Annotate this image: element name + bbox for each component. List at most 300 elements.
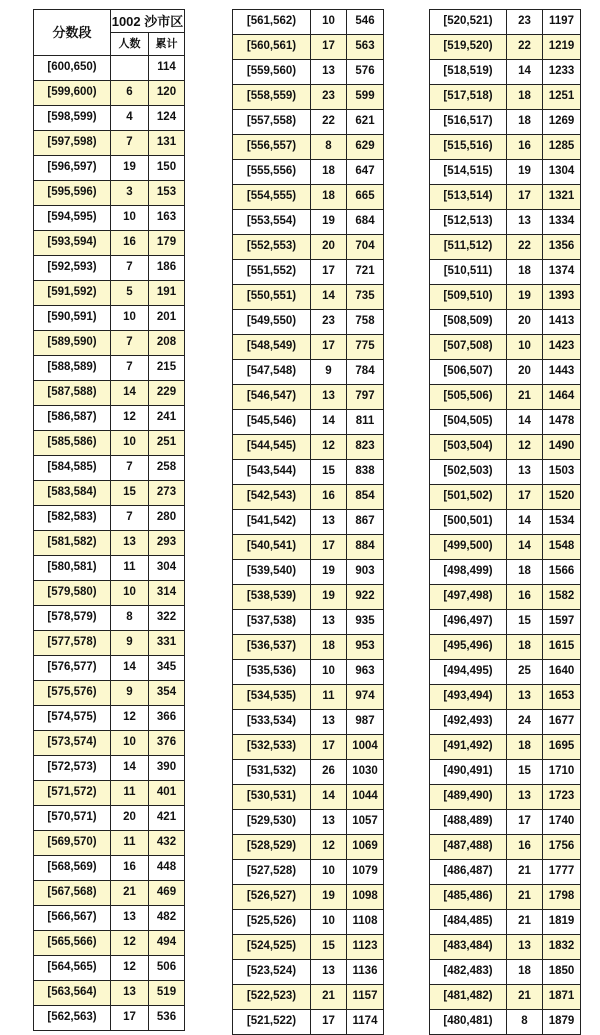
count-cell: 21 — [507, 985, 543, 1010]
cumulative-cell: 599 — [347, 85, 384, 110]
cumulative-cell: 758 — [347, 310, 384, 335]
table-row — [233, 360, 384, 385]
score-range-cell: [517,518) — [430, 85, 507, 110]
table-row — [430, 260, 581, 285]
score-range-cell: [483,484) — [430, 935, 507, 960]
score-range-cell: [535,536) — [233, 660, 311, 685]
score-range-cell: [524,525) — [233, 935, 311, 960]
cumulative-cell: 1321 — [543, 185, 581, 210]
table-row — [34, 181, 185, 206]
table-row — [430, 185, 581, 210]
score-range-cell: [597,598) — [34, 131, 111, 156]
score-range-cell: [491,492) — [430, 735, 507, 760]
score-range-cell: [490,491) — [430, 760, 507, 785]
score-range-cell: [588,589) — [34, 356, 111, 381]
cumulative-cell: 179 — [149, 231, 185, 256]
table-row — [34, 506, 185, 531]
table-row — [430, 110, 581, 135]
table-row — [233, 510, 384, 535]
score-range-cell: [562,563) — [34, 1006, 111, 1031]
count-cell: 10 — [311, 660, 347, 685]
count-cell: 23 — [311, 310, 347, 335]
score-range-cell: [596,597) — [34, 156, 111, 181]
table-row — [430, 860, 581, 885]
score-range-cell: [577,578) — [34, 631, 111, 656]
count-cell: 17 — [311, 35, 347, 60]
score-range-cell: [566,567) — [34, 906, 111, 931]
count-cell: 13 — [311, 510, 347, 535]
table-row — [430, 335, 581, 360]
count-header: 人数 — [111, 33, 149, 56]
table-row — [430, 85, 581, 110]
cumulative-cell: 1304 — [543, 160, 581, 185]
count-cell: 11 — [111, 556, 149, 581]
score-range-cell: [554,555) — [233, 185, 311, 210]
score-range-cell: [511,512) — [430, 235, 507, 260]
cumulative-cell: 482 — [149, 906, 185, 931]
cumulative-cell: 1653 — [543, 685, 581, 710]
cumulative-cell: 1566 — [543, 560, 581, 585]
cumulative-cell: 1413 — [543, 310, 581, 335]
cumulative-cell: 536 — [149, 1006, 185, 1031]
cumulative-cell: 1334 — [543, 210, 581, 235]
score-range-cell: [591,592) — [34, 281, 111, 306]
cumulative-cell: 251 — [149, 431, 185, 456]
score-range-cell: [590,591) — [34, 306, 111, 331]
count-cell: 10 — [111, 731, 149, 756]
table-row — [233, 535, 384, 560]
cumulative-cell: 114 — [149, 56, 185, 81]
table-row — [430, 410, 581, 435]
score-range-cell: [567,568) — [34, 881, 111, 906]
cumulative-cell: 1374 — [543, 260, 581, 285]
table-row — [233, 410, 384, 435]
score-range-cell: [563,564) — [34, 981, 111, 1006]
table-row — [233, 710, 384, 735]
table-row — [233, 335, 384, 360]
score-range-cell: [572,573) — [34, 756, 111, 781]
table-row — [430, 385, 581, 410]
cumulative-cell: 811 — [347, 410, 384, 435]
table-row — [430, 910, 581, 935]
cumulative-cell: 922 — [347, 585, 384, 610]
count-cell: 12 — [111, 406, 149, 431]
count-cell: 12 — [111, 706, 149, 731]
count-cell: 18 — [507, 110, 543, 135]
count-cell: 25 — [507, 660, 543, 685]
table-row — [233, 760, 384, 785]
score-range-cell: [545,546) — [233, 410, 311, 435]
cumulative-cell: 784 — [347, 360, 384, 385]
cumulative-cell: 665 — [347, 185, 384, 210]
score-range-cell: [521,522) — [233, 1010, 311, 1035]
table-row — [233, 635, 384, 660]
count-cell: 13 — [111, 981, 149, 1006]
cumulative-cell: 1879 — [543, 1010, 581, 1035]
count-cell: 13 — [311, 710, 347, 735]
table-row — [430, 635, 581, 660]
table-row — [430, 560, 581, 585]
table-row — [430, 310, 581, 335]
count-cell: 21 — [507, 385, 543, 410]
score-range-cell: [589,590) — [34, 331, 111, 356]
count-cell: 22 — [507, 35, 543, 60]
count-cell: 17 — [507, 185, 543, 210]
table-row — [233, 985, 384, 1010]
score-range-cell: [546,547) — [233, 385, 311, 410]
count-cell: 18 — [507, 960, 543, 985]
score-range-cell: [574,575) — [34, 706, 111, 731]
count-cell: 17 — [311, 260, 347, 285]
score-range-cell: [484,485) — [430, 910, 507, 935]
table-row — [34, 631, 185, 656]
table-row — [34, 781, 185, 806]
cumulative-cell: 293 — [149, 531, 185, 556]
cumulative-cell: 1582 — [543, 585, 581, 610]
cumulative-cell: 331 — [149, 631, 185, 656]
cumulative-cell: 854 — [347, 485, 384, 510]
count-cell: 7 — [111, 456, 149, 481]
cumulative-cell: 1850 — [543, 960, 581, 985]
count-cell: 15 — [507, 610, 543, 635]
table-row — [233, 960, 384, 985]
score-range-cell: [538,539) — [233, 585, 311, 610]
count-cell: 7 — [111, 256, 149, 281]
count-cell: 13 — [311, 960, 347, 985]
score-range-cell: [573,574) — [34, 731, 111, 756]
count-cell: 19 — [311, 210, 347, 235]
score-range-cell: [579,580) — [34, 581, 111, 606]
cumulative-cell: 421 — [149, 806, 185, 831]
score-range-cell: [529,530) — [233, 810, 311, 835]
cumulative-cell: 366 — [149, 706, 185, 731]
table-row — [233, 735, 384, 760]
cumulative-cell: 1819 — [543, 910, 581, 935]
count-cell: 9 — [111, 631, 149, 656]
score-range-cell: [520,521) — [430, 10, 507, 35]
score-range-cell: [548,549) — [233, 335, 311, 360]
score-range-cell: [481,482) — [430, 985, 507, 1010]
cumulative-cell: 1197 — [543, 10, 581, 35]
table-row — [233, 60, 384, 85]
score-range-cell: [497,498) — [430, 585, 507, 610]
count-cell — [111, 56, 149, 81]
cumulative-cell: 258 — [149, 456, 185, 481]
table-row — [34, 881, 185, 906]
cumulative-cell: 131 — [149, 131, 185, 156]
table-row — [430, 210, 581, 235]
count-cell: 24 — [507, 710, 543, 735]
cumulative-cell: 1098 — [347, 885, 384, 910]
cumulative-cell: 273 — [149, 481, 185, 506]
count-cell: 13 — [507, 785, 543, 810]
table-row — [34, 981, 185, 1006]
score-range-cell: [592,593) — [34, 256, 111, 281]
cumulative-cell: 1069 — [347, 835, 384, 860]
cumulative-cell: 153 — [149, 181, 185, 206]
table-row — [34, 581, 185, 606]
table-row — [430, 935, 581, 960]
count-cell: 13 — [507, 935, 543, 960]
table-row — [233, 10, 384, 35]
score-range-cell: [507,508) — [430, 335, 507, 360]
table-row — [233, 110, 384, 135]
cumulative-cell: 208 — [149, 331, 185, 356]
table-row — [233, 35, 384, 60]
count-cell: 14 — [507, 535, 543, 560]
score-range-cell: [584,585) — [34, 456, 111, 481]
table-row — [233, 1010, 384, 1035]
cumulative-cell: 576 — [347, 60, 384, 85]
count-cell: 19 — [311, 885, 347, 910]
table-row — [233, 135, 384, 160]
cumulative-cell: 1520 — [543, 485, 581, 510]
cumulative-cell: 974 — [347, 685, 384, 710]
count-cell: 19 — [507, 285, 543, 310]
count-cell: 13 — [507, 210, 543, 235]
score-range-cell: [555,556) — [233, 160, 311, 185]
count-cell: 19 — [311, 560, 347, 585]
count-cell: 13 — [111, 531, 149, 556]
table-row — [34, 831, 185, 856]
table-row — [34, 806, 185, 831]
score-range-cell: [508,509) — [430, 310, 507, 335]
table-row — [430, 1010, 581, 1035]
count-cell: 10 — [311, 910, 347, 935]
table-row — [430, 760, 581, 785]
table-row — [233, 910, 384, 935]
cumulative-cell: 1108 — [347, 910, 384, 935]
cumulative-cell: 1285 — [543, 135, 581, 160]
cumulative-cell: 1832 — [543, 935, 581, 960]
score-range-cell: [559,560) — [233, 60, 311, 85]
score-range-cell: [531,532) — [233, 760, 311, 785]
table-row — [233, 235, 384, 260]
table-row — [233, 660, 384, 685]
score-range-cell: [582,583) — [34, 506, 111, 531]
table-row — [34, 931, 185, 956]
cumulative-cell: 546 — [347, 10, 384, 35]
count-cell: 18 — [311, 635, 347, 660]
table-row — [430, 785, 581, 810]
score-range-cell: [593,594) — [34, 231, 111, 256]
cumulative-cell: 345 — [149, 656, 185, 681]
cumulative-cell: 823 — [347, 435, 384, 460]
count-cell: 10 — [111, 206, 149, 231]
cumulative-cell: 229 — [149, 381, 185, 406]
count-cell: 13 — [507, 460, 543, 485]
cumulative-cell: 1157 — [347, 985, 384, 1010]
count-cell: 15 — [311, 935, 347, 960]
cumulative-cell: 1548 — [543, 535, 581, 560]
cumulative-cell: 797 — [347, 385, 384, 410]
table-row — [233, 785, 384, 810]
table-row — [34, 531, 185, 556]
table-row — [430, 535, 581, 560]
table-row — [34, 381, 185, 406]
score-range-cell: [547,548) — [233, 360, 311, 385]
table-row — [34, 756, 185, 781]
cumulative-cell: 1251 — [543, 85, 581, 110]
score-table-3 — [429, 9, 581, 1035]
count-cell: 11 — [111, 831, 149, 856]
score-range-cell: [495,496) — [430, 635, 507, 660]
score-range-cell: [550,551) — [233, 285, 311, 310]
count-cell: 11 — [111, 781, 149, 806]
score-range-cell: [514,515) — [430, 160, 507, 185]
score-range-cell: [532,533) — [233, 735, 311, 760]
cumulative-cell: 1695 — [543, 735, 581, 760]
cumulative-cell: 186 — [149, 256, 185, 281]
table-row — [233, 810, 384, 835]
count-cell: 15 — [507, 760, 543, 785]
cumulative-cell: 867 — [347, 510, 384, 535]
cumulative-cell: 1640 — [543, 660, 581, 685]
cumulative-cell: 563 — [347, 35, 384, 60]
cumulative-cell: 775 — [347, 335, 384, 360]
score-range-cell: [600,650) — [34, 56, 111, 81]
count-cell: 18 — [507, 560, 543, 585]
table-row — [430, 585, 581, 610]
count-cell: 13 — [311, 610, 347, 635]
cumulative-cell: 241 — [149, 406, 185, 431]
score-range-cell: [594,595) — [34, 206, 111, 231]
count-cell: 23 — [311, 85, 347, 110]
cumulative-cell: 191 — [149, 281, 185, 306]
score-range-cell: [509,510) — [430, 285, 507, 310]
cumulative-cell: 963 — [347, 660, 384, 685]
score-range-cell: [503,504) — [430, 435, 507, 460]
table-row — [34, 206, 185, 231]
count-cell: 16 — [111, 856, 149, 881]
cumulative-cell: 884 — [347, 535, 384, 560]
count-cell: 8 — [311, 135, 347, 160]
table-row — [430, 160, 581, 185]
count-cell: 17 — [507, 485, 543, 510]
count-cell: 18 — [311, 160, 347, 185]
cumulative-cell: 735 — [347, 285, 384, 310]
score-range-cell: [560,561) — [233, 35, 311, 60]
count-cell: 13 — [111, 906, 149, 931]
score-range-cell: [587,588) — [34, 381, 111, 406]
score-range-cell: [565,566) — [34, 931, 111, 956]
cumulative-cell: 322 — [149, 606, 185, 631]
score-range-cell: [570,571) — [34, 806, 111, 831]
count-cell: 9 — [111, 681, 149, 706]
count-cell: 16 — [507, 585, 543, 610]
cumulative-cell: 629 — [347, 135, 384, 160]
table-row — [233, 285, 384, 310]
score-range-cell: [518,519) — [430, 60, 507, 85]
count-cell: 16 — [311, 485, 347, 510]
cumulative-cell: 903 — [347, 560, 384, 585]
score-range-cell: [537,538) — [233, 610, 311, 635]
cumulative-cell: 935 — [347, 610, 384, 635]
count-cell: 11 — [311, 685, 347, 710]
table-row — [430, 660, 581, 685]
table-row — [430, 285, 581, 310]
score-range-cell: [522,523) — [233, 985, 311, 1010]
cumulative-cell: 1490 — [543, 435, 581, 460]
count-cell: 12 — [311, 435, 347, 460]
table-row — [34, 731, 185, 756]
cumulative-cell: 721 — [347, 260, 384, 285]
count-cell: 21 — [111, 881, 149, 906]
count-cell: 10 — [111, 306, 149, 331]
table-row — [233, 485, 384, 510]
cumulative-cell: 1464 — [543, 385, 581, 410]
score-range-cell: [487,488) — [430, 835, 507, 860]
count-cell: 13 — [311, 60, 347, 85]
cumulative-cell: 215 — [149, 356, 185, 381]
cumulative-cell: 1030 — [347, 760, 384, 785]
score-range-cell: [580,581) — [34, 556, 111, 581]
count-cell: 12 — [111, 956, 149, 981]
count-cell: 15 — [111, 481, 149, 506]
table-row — [430, 35, 581, 60]
table-row — [34, 331, 185, 356]
score-range-cell: [502,503) — [430, 460, 507, 485]
count-cell: 10 — [311, 860, 347, 885]
table-row — [233, 885, 384, 910]
cumulative-cell: 1723 — [543, 785, 581, 810]
count-cell: 17 — [311, 535, 347, 560]
score-range-cell: [485,486) — [430, 885, 507, 910]
count-cell: 13 — [507, 685, 543, 710]
score-range-cell: [569,570) — [34, 831, 111, 856]
cumulative-cell: 987 — [347, 710, 384, 735]
count-cell: 14 — [507, 510, 543, 535]
table-row — [34, 281, 185, 306]
table-row — [233, 185, 384, 210]
cumulative-cell: 704 — [347, 235, 384, 260]
table-row — [233, 160, 384, 185]
count-cell: 7 — [111, 506, 149, 531]
score-range-cell: [489,490) — [430, 785, 507, 810]
cumulative-cell: 1174 — [347, 1010, 384, 1035]
table-row — [430, 810, 581, 835]
table-row — [430, 360, 581, 385]
cumulative-cell: 401 — [149, 781, 185, 806]
cumulative-cell: 376 — [149, 731, 185, 756]
table-row — [34, 556, 185, 581]
cumulative-cell: 1004 — [347, 735, 384, 760]
count-cell: 14 — [111, 381, 149, 406]
table-row — [233, 435, 384, 460]
cumulative-cell: 304 — [149, 556, 185, 581]
count-cell: 19 — [507, 160, 543, 185]
score-range-cell: [585,586) — [34, 431, 111, 456]
score-range-cell: [512,513) — [430, 210, 507, 235]
count-cell: 10 — [311, 10, 347, 35]
cumulative-cell: 390 — [149, 756, 185, 781]
table-row — [430, 885, 581, 910]
count-cell: 21 — [507, 885, 543, 910]
count-cell: 26 — [311, 760, 347, 785]
table-row — [34, 81, 185, 106]
score-range-cell: [544,545) — [233, 435, 311, 460]
count-cell: 7 — [111, 331, 149, 356]
cumulative-cell: 1136 — [347, 960, 384, 985]
score-range-cell: [501,502) — [430, 485, 507, 510]
cumulative-cell: 124 — [149, 106, 185, 131]
cumulative-cell: 150 — [149, 156, 185, 181]
cumulative-cell: 494 — [149, 931, 185, 956]
table-row — [430, 235, 581, 260]
cumulative-cell: 1123 — [347, 935, 384, 960]
count-cell: 14 — [111, 656, 149, 681]
count-cell: 22 — [507, 235, 543, 260]
